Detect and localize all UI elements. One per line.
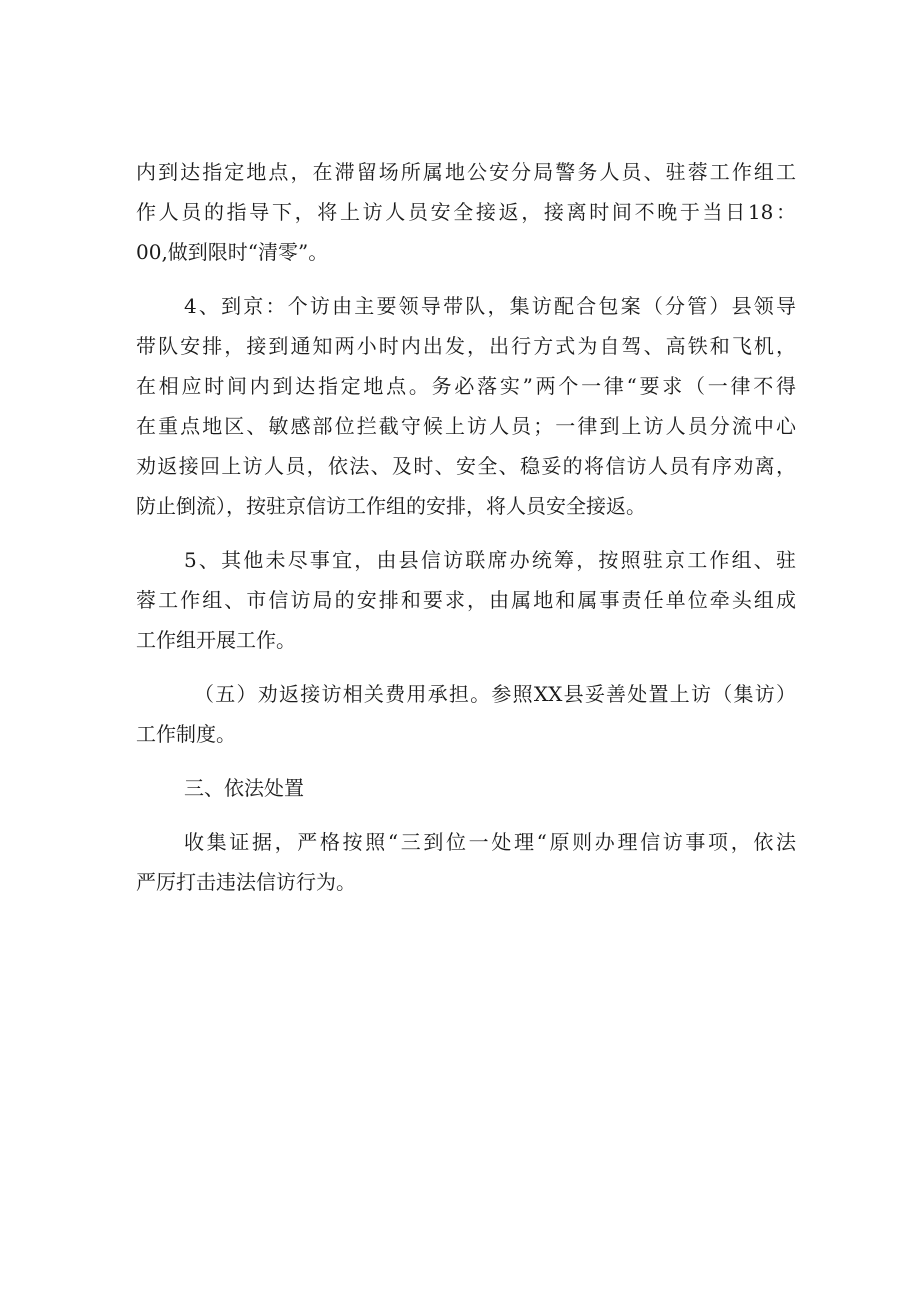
paragraph-gap: [136, 660, 796, 674]
section-heading-legal-handling: [136, 768, 796, 808]
paragraph-arrival-continuation: [136, 152, 796, 272]
text-line: 防止倒流），按驻京信访工作组的安排，将人员安全接返。: [136, 494, 646, 518]
paragraph-gap: [136, 808, 796, 822]
paragraph-gap: [136, 754, 796, 768]
text-line: 内到达指定地点，在滞留场所属地公安分局警务人员、驻蓉工作组工: [136, 160, 796, 184]
text-line: 工作制度。: [136, 722, 236, 746]
paragraph-gap: [136, 526, 796, 540]
paragraph-other-matters: [136, 540, 796, 660]
text-line: 作人员的指导下，将上访人员安全接返，接离时间不晚于当日18：: [136, 200, 796, 224]
document-body: [136, 152, 796, 902]
paragraph-evidence: [136, 822, 796, 902]
text-line: 5、其他未尽事宜，由县信访联席办统筹，按照驻京工作组、驻: [184, 548, 796, 572]
text-line: （五）劝返接访相关费用承担。参照XX县妥善处置上访（集访）: [194, 682, 796, 706]
section-heading: 三、依法处置: [184, 776, 304, 800]
text-line: 蓉工作组、市信访局的安排和要求，由属地和属事责任单位牵头组成: [136, 588, 796, 612]
paragraph-to-beijing: [136, 286, 796, 526]
text-line: 4、到京：个访由主要领导带队，集访配合包案（分管）县领导: [184, 294, 796, 318]
text-line: 在相应时间内到达指定地点。务必落实”两个一律“要求（一律不得: [136, 374, 796, 398]
text-line: 工作组开展工作。: [136, 628, 296, 652]
text-line: 严厉打击违法信访行为。: [136, 870, 356, 894]
text-line: 劝返接回上访人员，依法、及时、安全、稳妥的将信访人员有序劝离，: [136, 454, 796, 478]
text-line: 收集证据，严格按照“三到位一处理“原则办理信访事项，依法: [184, 830, 796, 854]
text-line: 带队安排，接到通知两小时内出发，出行方式为自驾、高铁和飞机，: [136, 334, 796, 358]
paragraph-expense-section: [136, 674, 796, 754]
text-line: 在重点地区、敏感部位拦截守候上访人员；一律到上访人员分流中心: [136, 414, 796, 438]
text-line: 00,做到限时“清零”。: [136, 240, 329, 264]
paragraph-gap: [136, 272, 796, 286]
